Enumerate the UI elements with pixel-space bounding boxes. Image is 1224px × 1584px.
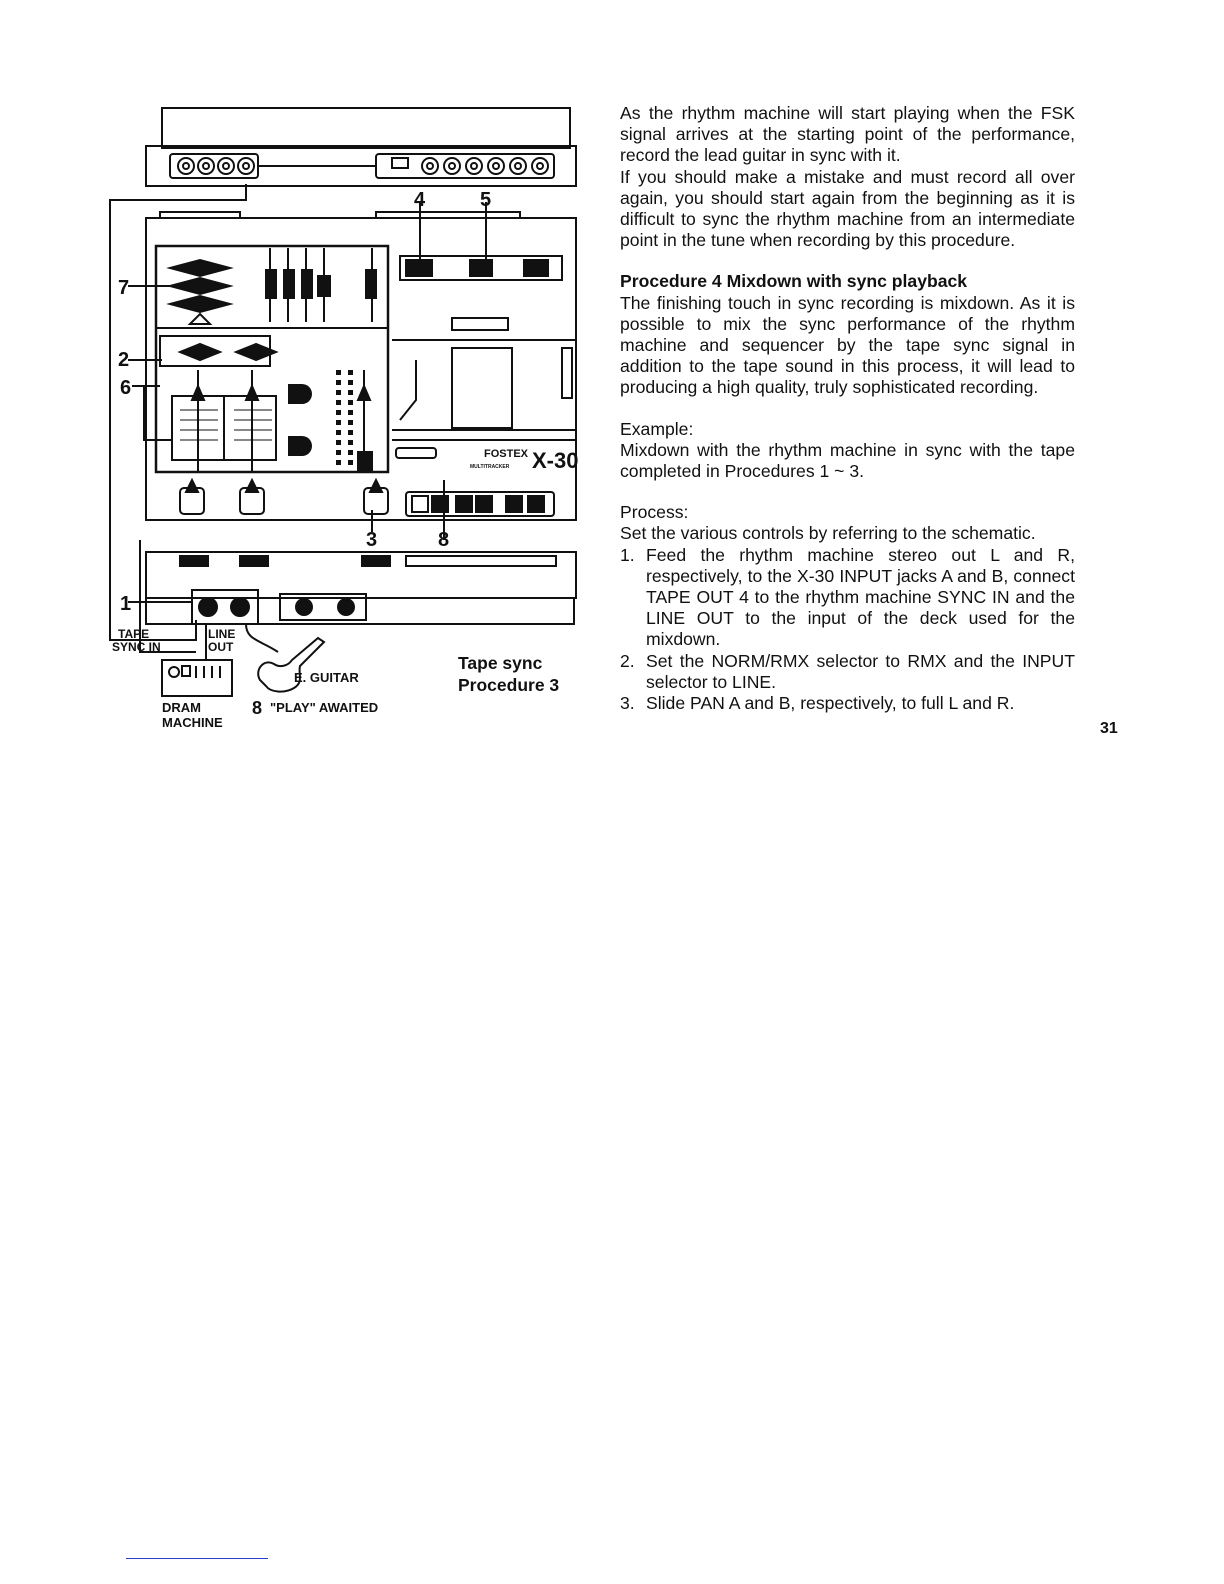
- step-text: Slide PAN A and B, respectively, to full L and R.: [646, 693, 1015, 714]
- callout-1: 1: [120, 593, 132, 615]
- process-steps: [620, 545, 1075, 715]
- sync-in-label: SYNC IN: [112, 640, 161, 654]
- paragraph-sync-recording: As the rhythm machine will start playing when the FSK signal arrives at the starting point of the performance, record the lead guitar in sync with it.: [620, 103, 1075, 166]
- paragraph-mistake: If you should make a mistake and must record all over again, you should start again from the beginning as it is difficult to sync the rhythm machine from an intermediate point in the tune when recording by this procedure.: [620, 166, 1075, 251]
- process-label: Process:: [620, 502, 689, 523]
- out-label: OUT: [208, 640, 234, 654]
- step-text: Set the NORM/RMX selector to RMX and the INPUT selector to LINE.: [646, 650, 1075, 692]
- diagram-caption: [458, 652, 559, 696]
- play-awaited-number: 8: [252, 698, 263, 718]
- callout-4: 4: [414, 189, 426, 211]
- tape-label: TAPE: [118, 627, 150, 641]
- example-text: Mixdown with the rhythm machine in sync with the tape completed in Procedures 1 ~ 3.: [620, 439, 1075, 482]
- callout-2: 2: [118, 349, 130, 371]
- step-item: [620, 651, 1075, 693]
- callout-5: 5: [480, 189, 492, 211]
- step-text: Feed the rhythm machine stereo out L and R, respectively, to the X-30 INPUT jacks A and B, connect TAPE OUT 4 to the rhythm machine SYNC IN and the LINE OUT to the input of the deck used for the mixdown.: [646, 544, 1075, 650]
- caption-line-2: Procedure 3: [458, 675, 560, 695]
- drum-machine-label-2: MACHINE: [162, 715, 223, 730]
- section-heading: Procedure 4 Mixdown with sync playback: [620, 271, 968, 292]
- step-item: [620, 693, 1075, 714]
- play-awaited-label: "PLAY" AWAITED: [270, 700, 379, 715]
- callout-6: 6: [120, 377, 132, 399]
- brand-logo: FOSTEX: [484, 448, 529, 460]
- callout-7: 7: [118, 277, 130, 299]
- step-number: 2.: [620, 650, 635, 671]
- x30-schematic: [100, 100, 600, 740]
- step-item: [620, 545, 1075, 651]
- paragraph-mixdown: The finishing touch in sync recording is mixdown. As it is possible to mix the sync performance of the rhythm machine and sequencer by the tape sync signal in addition to the tape sound in this process, it will lead to producing a high quality, truly sophisticated recording.: [620, 292, 1075, 398]
- callout-8: 8: [438, 529, 450, 551]
- guitar-label: E. GUITAR: [294, 670, 359, 685]
- callout-3: 3: [366, 529, 378, 551]
- page-number: 31: [1100, 720, 1118, 737]
- mixer-diagram: [100, 100, 600, 740]
- footer-rule: [126, 1558, 268, 1559]
- step-number: 3.: [620, 693, 635, 714]
- body-text-column: [620, 103, 1075, 714]
- process-intro: Set the various controls by referring to the schematic.: [620, 523, 1036, 544]
- caption-line-1: Tape sync: [458, 653, 543, 673]
- model-name: X-30: [532, 448, 579, 473]
- model-subtitle: MULTITRACKER: [470, 464, 510, 470]
- step-number: 1.: [620, 544, 635, 565]
- drum-machine-label-1: DRAM: [162, 700, 201, 715]
- example-label: Example:: [620, 418, 694, 439]
- line-label: LINE: [208, 627, 236, 641]
